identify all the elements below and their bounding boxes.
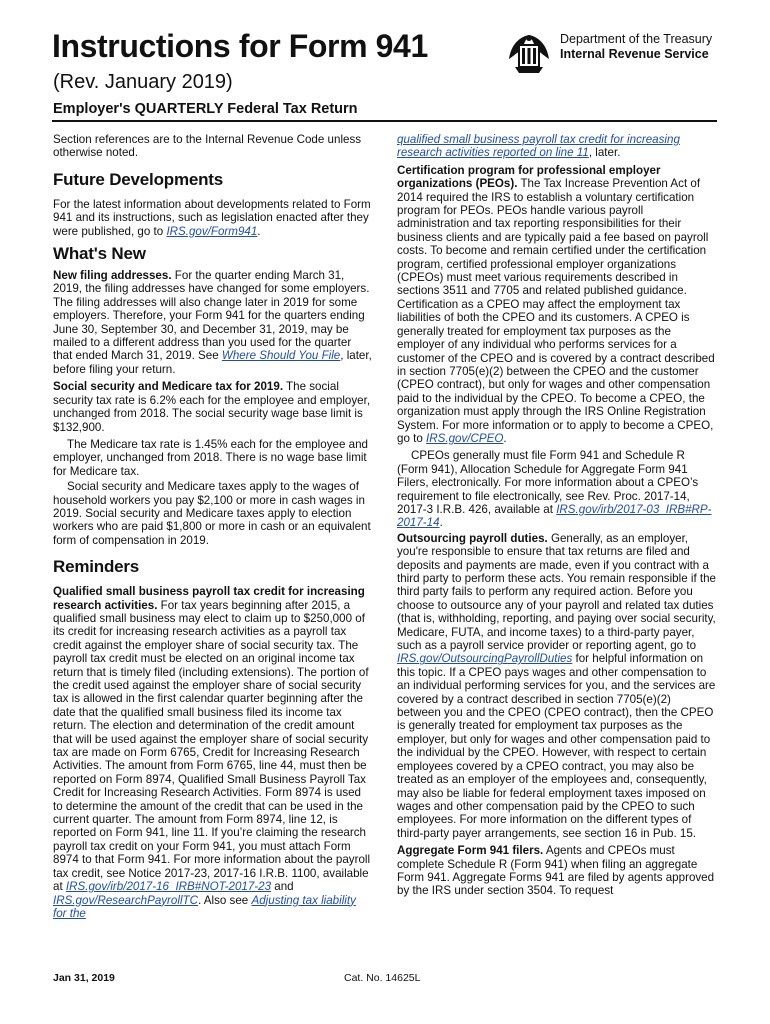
link-where-should-you-file[interactable]: Where Should You File (221, 349, 341, 363)
cpeo-filing-paragraph (397, 449, 716, 529)
credit-text: For tax years beginning after 2015, a qualified small business may elect to claim up to $250,000 of its credit for increasing research activities as a payroll tax credit against the employer share of social security tax. The payroll tax credit must be elected on an original income tax return that is timely filed (including extensions). The portion of the credit used against the employer share of social security tax is allowed in the first calendar quarter beginning after the date that the qualified small business filed its income tax return. The election and determination of the credit amount that will be used against the employer share of social security tax are made on Form 6765, Credit for Increasing Research Activities. The amount from Form 6765, line 44, must then be reported on Form 8974, Qualified Small Business Payroll Tax Credit for Increasing Research Activities. Form 8974 is used to determine the amount of the credit that can be used in the current quarter. The amount from Form 8974, line 12, is reported on Form 941, line 11. If you’re claiming the research payroll tax credit on your Form 941, you must attach Form 8974 to that Form 941. For more information about the payroll tax credit, see Notice 2017-23, 2017-16 I.R.B. 1100, available at (53, 598, 371, 894)
agency-irs: Internal Revenue Service (560, 47, 709, 61)
credit-and: and (271, 880, 294, 894)
future-text: For the latest information about developments related to Form 941 and its instructions, such as legislation enacted after they were published, go to (53, 197, 371, 238)
addr-end: , later, before filing your return. (53, 349, 372, 376)
form-subtitle: Employer's QUARTERLY Federal Tax Return (53, 101, 358, 117)
left-column (53, 133, 372, 924)
household-workers-paragraph: Social security and Medicare taxes apply to the wages of household workers you pay $2,100 or more in cash wages in 2019. Social security and Medicare taxes apply to election workers who are paid $1,800 or more in cash or an equivalent form of compensation in 2019. (53, 480, 371, 547)
new-filing-addresses-paragraph (53, 269, 372, 376)
link-adjusting-tax-liability[interactable]: Adjusting tax liability for the (53, 893, 356, 920)
heading-whats-new: What's New (53, 244, 146, 264)
cpeo-lead: Certification program for professional employer organizations (PEOs). (397, 163, 661, 191)
out-text: Generally, as an employer, you're responsible to ensure that tax returns are filed and deposits and payments are made, even if you contract with a third party to perform these acts. You remain responsible if the third party fails to perform any required action. Before you choose to outsource any of your payroll and related tax duties (that is, withholding, reporting, and paying over social security, Medicare, FUTA, and income taxes) to a third-party payer, such as a payroll service provider or reporting agent, go to (397, 531, 716, 653)
continued-paragraph (397, 133, 716, 160)
heading-future-developments: Future Developments (53, 169, 224, 189)
link-irs-form941[interactable]: IRS.gov/Form941 (166, 224, 258, 238)
link-irb-2017-16[interactable]: IRS.gov/irb/2017-16_IRB#NOT-2017-23 (65, 880, 272, 894)
aggregate-filers-paragraph (397, 844, 716, 898)
revision-date: (Rev. January 2019) (53, 71, 233, 93)
credit-also: . Also see (197, 893, 252, 907)
new-filing-addresses-lead: New filing addresses. (53, 269, 172, 283)
link-irb-2017-03[interactable]: IRS.gov/irb/2017-03_IRB#RP-2017-14 (397, 502, 712, 530)
agency-name (560, 32, 712, 62)
footer-catalog-number: Cat. No. 14625L (344, 972, 421, 984)
right-column (397, 133, 716, 902)
cpeo-text: The Tax Increase Prevention Act of 2014 required the IRS to establish a voluntary certification program for PEOs. PEOs handle various payroll administration and tax reporting responsibilities for their business clients and are typically paid a fee based on payroll costs. To become and remain certified under the certification program, certified professional employer organizations (CPEOs) must meet various requirements described in sections 3511 and 7705 and related published guidance. Certification as a CPEO may affect the employment tax liabilities of both the CPEO and its customers. A CPEO is generally treated for employment tax purposes as the employer of any individual who performs services for a customer of the CPEO and is covered by a contract described in section 7705(e)(2) between the CPEO and the customer (CPEO contract), but only for wages and other compensation paid to the individual by the CPEO. To become a CPEO, the organization must apply through the IRS Online Registration System. For more information or to apply to become a CPEO, go to (397, 177, 715, 445)
social-security-paragraph (53, 380, 372, 434)
heading-reminders: Reminders (53, 557, 140, 577)
cpeo-paragraph (397, 164, 716, 446)
link-research-payroll-tc[interactable]: IRS.gov/ResearchPayrollTC (53, 893, 198, 907)
outsourcing-lead: Outsourcing payroll duties. (397, 531, 548, 545)
medicare-paragraph: The Medicare tax rate is 1.45% each for the employee and employer, unchanged from 2018. There is no wage base limit for Medicare tax. (53, 437, 368, 478)
out-text2: for helpful information on this topic. If a CPEO pays wages and other compensation to an individual performing services for you, and the services are covered by a contract described in section 7705(e)(2) between you and the CPEO (CPEO contract), then the CPEO is generally treated for employment tax purposes as the employer, but only for wages and other compensation paid to the individual by the CPEO. However, with respect to certain employees covered by a CPEO contract, you may also be treated as an employer of the employees and, consequently, may also be liable for federal employment taxes imposed on wages and other compensation paid by the CPEO to such employees. For more information on the different types of third-party payer arrangements, see section 16 in Pub. 15. (397, 652, 716, 840)
cpeo2-text: CPEOs generally must file Form 941 and Schedule R (Form 941), Allocation Schedule for Aggregate Form 941 Filers, electronically. For more information about a CPEO’s requirement to file electronically, see Rev. Proc. 2017-14, 2017-3 I.R.B. 426, available at (397, 449, 699, 516)
section-references-note: Section references are to the Internal Revenue Code unless otherwise noted. (53, 133, 362, 160)
link-outsourcing-payroll-duties[interactable]: IRS.gov/OutsourcingPayrollDuties (397, 652, 573, 666)
footer-date: Jan 31, 2019 (53, 972, 115, 984)
ss-text: The social security tax rate is 6.2% each for the employee and employer, unchanged from 2018. The social security wage base limit is $132,900. (53, 380, 371, 434)
header-rule (52, 120, 717, 122)
cpeo-end: . (503, 431, 507, 445)
addr-text: For the quarter ending March 31, 2019, the filing addresses have changed for some employers. The filing addresses will also change later in 2019 for some employers. Therefore, your Form 941 for the quarters ending June 30, September 30, and December 31, 2019, may be mailed to a different address than you used for the quarter that ended March 31, 2019. See (53, 269, 370, 363)
payroll-tax-credit-lead: Qualified small business payroll tax credit for increasing research activities. (53, 585, 365, 612)
cpeo2-end: . (439, 516, 443, 530)
link-irs-cpeo[interactable]: IRS.gov/CPEO (426, 431, 504, 445)
agency-department: Department of the Treasury (560, 32, 713, 46)
social-security-lead: Social security and Medicare tax for 2019. (53, 380, 284, 394)
payroll-tax-credit-paragraph (53, 585, 372, 920)
irs-eagle-logo-icon (505, 29, 553, 77)
document-title: Instructions for Form 941 (52, 28, 428, 64)
cont-end: , later. (588, 146, 621, 160)
future-end: . (257, 224, 261, 238)
outsourcing-paragraph (397, 532, 716, 840)
link-qualified-credit-line-11[interactable]: qualified small business payroll tax credit for increasing research activities reported on line 11 (397, 133, 680, 160)
future-developments-text (53, 198, 372, 238)
agg-text: Agents and CPEOs must complete Schedule R (Form 941) when filing an aggregate Form 941. Aggregate Forms 941 are filed by agents approved by the IRS under section 3504. To request (397, 844, 715, 898)
aggregate-filers-lead: Aggregate Form 941 filers. (397, 844, 544, 858)
